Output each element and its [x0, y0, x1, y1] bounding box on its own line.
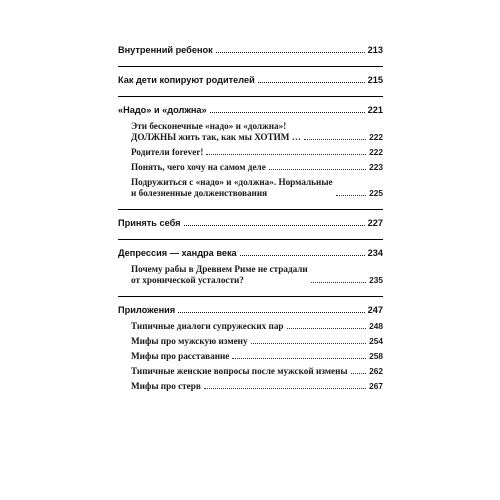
dot-leader: [232, 358, 366, 359]
chapter-page-number: 247: [367, 305, 383, 315]
chapter-title: Депрессия — хандра века: [118, 248, 237, 258]
subsection-page-number: 222: [369, 147, 383, 157]
subsection-page-number: 262: [369, 366, 383, 376]
dot-leader: [210, 112, 365, 113]
subsection-title: Типичные женские вопросы после мужской измены: [131, 366, 348, 376]
chapter-page-number: 213: [367, 45, 383, 55]
dot-leader: [304, 139, 366, 140]
subsection-page-number: 223: [369, 162, 383, 172]
subsection-entry[interactable]: [131, 121, 383, 143]
dot-leader: [204, 388, 366, 389]
subsection-title: Типичные диалоги супружеских пар: [131, 321, 284, 331]
subsection-entry[interactable]: [131, 321, 383, 332]
dot-leader: [251, 343, 367, 344]
chapter-page-number: 227: [367, 218, 383, 228]
subsection-page-number: 258: [369, 351, 383, 361]
chapter-title: Принять себя: [118, 218, 181, 228]
subsection-entry[interactable]: [131, 351, 383, 362]
chapter-entry[interactable]: [118, 304, 383, 316]
subsection-title: Мифы про стерв: [131, 381, 201, 391]
subsection-page-number: 222: [369, 132, 383, 142]
dot-leader: [269, 169, 366, 170]
subsection-list: [131, 121, 383, 199]
subsection-entry[interactable]: [131, 162, 383, 173]
section-divider: [118, 209, 383, 210]
chapter-entry[interactable]: [118, 74, 383, 86]
subsection-page-number: 254: [369, 336, 383, 346]
table-of-contents: [118, 44, 383, 402]
chapter-title: Внутренний ребенок: [118, 45, 213, 55]
subsection-title: Почему рабы в Древнем Риме не страдали от хронической усталости?: [131, 264, 308, 285]
dot-leader: [311, 282, 366, 283]
subsection-entry[interactable]: [131, 336, 383, 347]
subsection-entry[interactable]: [131, 264, 383, 286]
subsection-page-number: 225: [369, 188, 383, 198]
dot-leader: [287, 328, 367, 329]
section-divider: [118, 66, 383, 67]
subsection-title: Родители forever!: [131, 147, 204, 157]
dot-leader: [184, 225, 365, 226]
toc-chapter: [118, 44, 383, 56]
chapter-entry[interactable]: [118, 104, 383, 116]
chapter-title: «Надо» и «должна»: [118, 105, 207, 115]
subsection-list: [131, 264, 383, 286]
subsection-entry[interactable]: [131, 381, 383, 392]
subsection-title: Подружиться с «надо» и «должна». Нормальные и болезненные долженствования: [131, 177, 333, 198]
toc-chapter: [118, 239, 383, 286]
chapter-page-number: 215: [367, 75, 383, 85]
subsection-page-number: 267: [369, 381, 383, 391]
toc-chapter: [118, 209, 383, 229]
dot-leader: [336, 195, 367, 196]
subsection-page-number: 248: [369, 321, 383, 331]
chapter-entry[interactable]: [118, 217, 383, 229]
dot-leader: [351, 373, 367, 374]
subsection-entry[interactable]: [131, 177, 383, 199]
toc-chapter: [118, 296, 383, 392]
subsection-entry[interactable]: [131, 366, 383, 377]
chapter-page-number: 234: [367, 248, 383, 258]
chapter-title: Как дети копируют родителей: [118, 75, 255, 85]
dot-leader: [240, 255, 365, 256]
dot-leader: [178, 312, 365, 313]
subsection-title: Понять, чего хочу на самом деле: [131, 162, 266, 172]
subsection-title: Мифы про мужскую измену: [131, 336, 248, 346]
section-divider: [118, 296, 383, 297]
subsection-list: [131, 321, 383, 392]
chapter-entry[interactable]: [118, 247, 383, 259]
toc-chapter: [118, 66, 383, 86]
subsection-title: Эти бесконечные «надо» и «должна»! ДОЛЖНЫ жить так, как мы ХОТИМ …: [131, 121, 301, 142]
toc-chapter: [118, 96, 383, 199]
chapter-page-number: 221: [367, 105, 383, 115]
subsection-title: Мифы про расставание: [131, 351, 230, 361]
dot-leader: [216, 52, 365, 53]
chapter-title: Приложения: [118, 305, 176, 315]
subsection-page-number: 235: [369, 275, 383, 285]
dot-leader: [258, 82, 365, 83]
dot-leader: [206, 154, 366, 155]
section-divider: [118, 96, 383, 97]
chapter-entry[interactable]: [118, 44, 383, 56]
section-divider: [118, 239, 383, 240]
subsection-entry[interactable]: [131, 147, 383, 158]
